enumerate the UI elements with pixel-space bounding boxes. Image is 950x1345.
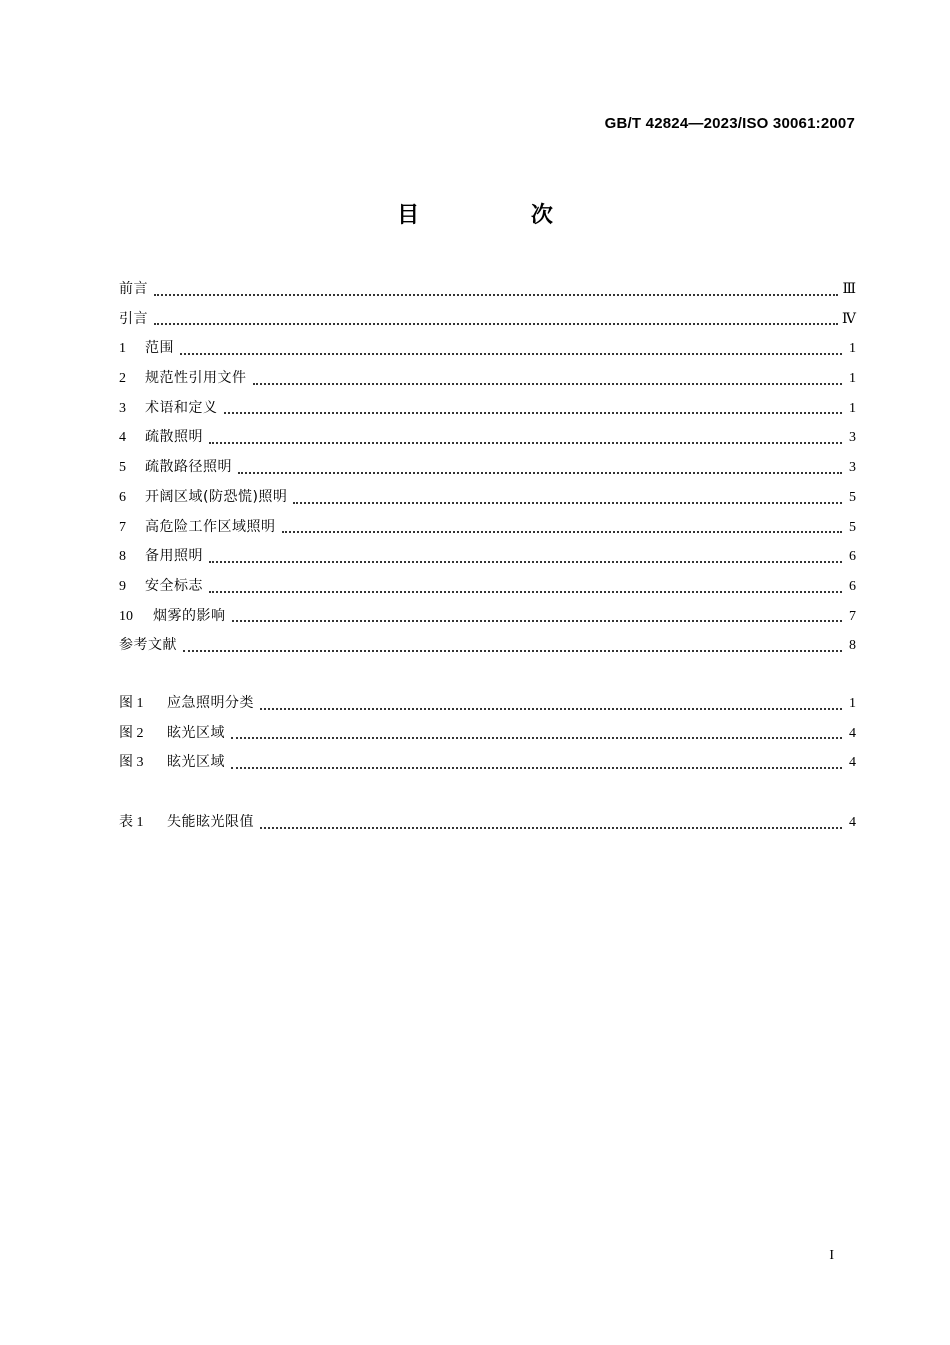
toc-figure-entry[interactable]: [119, 722, 856, 752]
toc-entry-page: 1: [849, 371, 856, 387]
toc-figure-text: 眩光区域: [167, 754, 225, 771]
toc-entry-text: 疏散路径照明: [145, 459, 232, 476]
toc-tables-list: [119, 811, 856, 841]
toc-leader-dots: [260, 707, 842, 710]
toc-figure-text: 应急照明分类: [167, 695, 254, 711]
toc-leader-dots: [293, 501, 842, 504]
toc-leader-dots: [282, 530, 843, 533]
toc-entry[interactable]: [119, 634, 856, 664]
toc-leader-dots: [209, 590, 842, 593]
toc-entry-page: 5: [849, 489, 856, 505]
toc-entry-number: 5: [119, 460, 126, 476]
toc-leader-dots: [224, 411, 843, 414]
toc-entry[interactable]: [119, 605, 856, 635]
toc-entry-text: 高危险工作区域照明: [145, 518, 276, 535]
toc-entry[interactable]: [119, 486, 856, 516]
toc-entry-page: 6: [849, 578, 856, 594]
toc-entry[interactable]: [119, 367, 856, 397]
toc-entry-page: 1: [849, 400, 856, 416]
toc-table-page: 4: [849, 815, 856, 830]
toc-entry-text: 备用照明: [145, 548, 203, 565]
toc-leader-dots: [238, 471, 842, 474]
toc-entry-text: 烟雾的影响: [153, 607, 226, 624]
toc-entry-page: 8: [849, 638, 856, 654]
toc-leader-dots: [183, 649, 842, 652]
toc-entry-page: 5: [849, 519, 856, 535]
toc-leader-dots: [253, 382, 843, 385]
toc-entry-number: 4: [119, 430, 126, 446]
toc-entry-page: 6: [849, 549, 856, 565]
toc-entry-text: 规范性引用文件: [145, 370, 247, 387]
toc-entry-text: 疏散照明: [145, 429, 203, 446]
toc-leader-dots: [154, 322, 838, 325]
toc-entry-page: 3: [849, 460, 856, 476]
toc-entry-text: 前言: [119, 281, 148, 297]
toc-entry-text: 安全标志: [145, 577, 203, 594]
toc-leader-dots: [209, 560, 842, 563]
toc-entry-text: 术语和定义: [145, 399, 218, 416]
toc-entry-text: 开阔区域(防恐慌)照明: [145, 488, 288, 505]
toc-entry[interactable]: [119, 456, 856, 486]
toc-entry-number: 9: [119, 578, 126, 594]
toc-figure-entry[interactable]: [119, 751, 856, 781]
toc-entry[interactable]: [119, 426, 856, 456]
toc-table-text: 失能眩光限值: [167, 814, 254, 830]
toc-table-number: 表 1: [119, 815, 144, 830]
toc-leader-dots: [154, 293, 838, 296]
page-number: I: [829, 1248, 834, 1263]
toc-entry-text: 参考文献: [119, 637, 177, 654]
toc-entry-text: 引言: [119, 310, 148, 327]
toc-entry-page: 1: [849, 341, 856, 357]
toc-leader-dots: [231, 766, 842, 769]
toc-leader-dots: [232, 619, 843, 622]
toc-figure-page: 1: [849, 696, 856, 711]
toc-entry[interactable]: [119, 278, 856, 308]
toc-entry-page: 7: [849, 608, 856, 624]
toc-entry-number: 7: [119, 519, 126, 535]
toc-entry-text: 范围: [145, 340, 174, 357]
toc-table-entry[interactable]: [119, 811, 856, 841]
toc-figure-page: 4: [849, 725, 856, 741]
standard-code: GB/T 42824—2023/ISO 30061:2007: [604, 115, 855, 132]
toc-entry-number: 6: [119, 489, 126, 505]
toc-figure-entry[interactable]: [119, 692, 856, 722]
toc-entry[interactable]: [119, 575, 856, 605]
toc-entry-page: Ⅳ: [842, 311, 856, 327]
toc-entry[interactable]: [119, 308, 856, 338]
toc-leader-dots: [180, 352, 842, 355]
toc-figure-number: 图 2: [119, 725, 144, 741]
toc-entry[interactable]: [119, 545, 856, 575]
toc-entry-number: 1: [119, 341, 126, 357]
toc-figure-number: 图 3: [119, 755, 144, 771]
toc-leader-dots: [231, 736, 842, 739]
toc-figure-number: 图 1: [119, 696, 144, 711]
toc-entry[interactable]: [119, 337, 856, 367]
toc-entry[interactable]: [119, 397, 856, 427]
toc-entry-number: 8: [119, 549, 126, 565]
toc-entry-page: 3: [849, 430, 856, 446]
toc-leader-dots: [260, 826, 842, 829]
toc-entry-number: 2: [119, 371, 126, 387]
toc-entry-number: 10: [119, 608, 133, 624]
toc-main-list: [119, 278, 856, 664]
toc-entry[interactable]: [119, 516, 856, 546]
toc-figures-list: [119, 692, 856, 781]
page-title: 目 次: [397, 203, 605, 228]
toc-figure-page: 4: [849, 755, 856, 771]
toc-leader-dots: [209, 441, 842, 444]
toc-entry-number: 3: [119, 400, 126, 416]
toc-entry-page: Ⅲ: [842, 282, 856, 297]
toc-figure-text: 眩光区域: [167, 724, 225, 741]
